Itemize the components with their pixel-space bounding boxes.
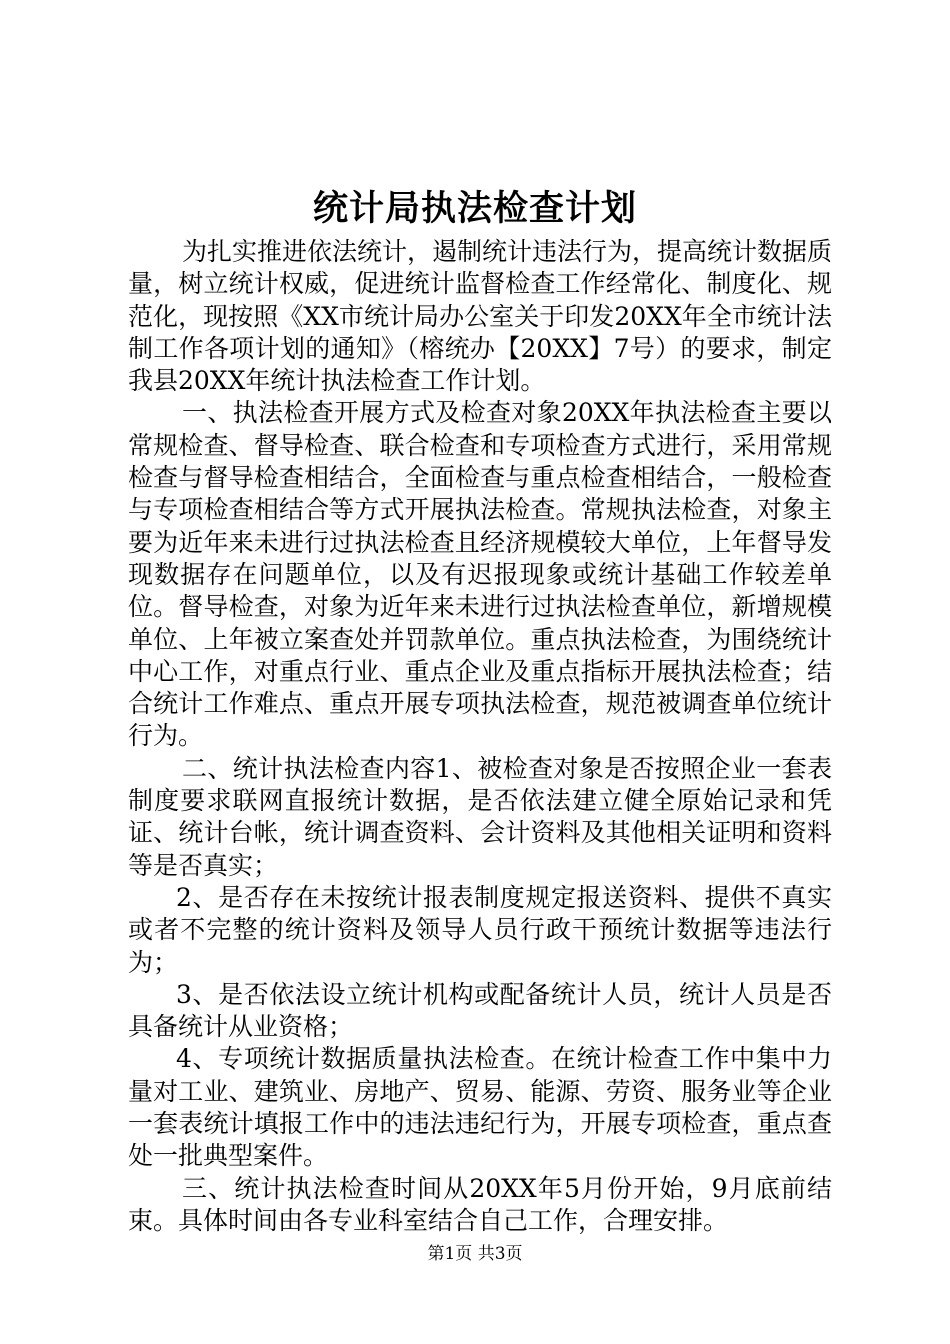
document-body [128,236,832,1237]
paragraph-item-2: 2、是否存在未按统计报表制度规定报送资料、提供不真实或者不完整的统计资料及领导人员行政干预统计数据等违法行为； [128,882,832,977]
paragraph-item-3: 3、是否依法设立统计机构或配备统计人员，统计人员是否具备统计从业资格； [128,979,832,1042]
page-number-footer: 第1页 共3页 [427,1244,523,1264]
document-title: 统计局执法检查计划 [312,188,637,229]
paragraph-intro: 为扎实推进依法统计，遏制统计违法行为，提高统计数据质量，树立统计权威，促进统计监督检查工作经常化、制度化、规范化，现按照《XX市统计局办公室关于印发20XX年全市统计法制工作各项计划的通知》（榕统办【20XX】7号）的要求，制定我县20XX年统计执法检查工作计划。 [128,237,833,396]
paragraph-item-4: 4、专项统计数据质量执法检查。在统计检查工作中集中力量对工业、建筑业、房地产、贸易、能源、劳资、服务业等企业一套表统计填报工作中的违法违纪行为，开展专项检查，重点查处一批典型案件。 [128,1044,832,1171]
paragraph-section-2: 二、统计执法检查内容1、被检查对象是否按照企业一套表制度要求联网直报统计数据，是否依法建立健全原始记录和凭证、统计台帐，统计调查资料、会计资料及其他相关证明和资料等是否真实； [128,753,832,880]
paragraph-section-1: 一、执法检查开展方式及检查对象20XX年执法检查主要以常规检查、督导检查、联合检查和专项检查方式进行，采用常规检查与督导检查相结合，全面检查与重点检查相结合，一般检查与专项检查相结合等方式开展执法检查。常规执法检查，对象主要为近年来未进行过执法检查且经济规模较大单位，上年督导发现数据存在问题单位，以及有迟报现象或统计基础工作较差单位。督导检查，对象为近年来未进行过执法检查单位，新增规模单位、上年被立案查处并罚款单位。重点执法检查，为围绕统计中心工作，对重点行业、重点企业及重点指标开展执法检查；结合统计工作难点、重点开展专项执法检查，规范被调查单位统计行为。 [128,398,832,751]
paragraph-section-3: 三、统计执法检查时间从20XX年5月份开始，9月底前结束。具体时间由各专业科室结合自己工作，合理安排。 [128,1173,832,1235]
